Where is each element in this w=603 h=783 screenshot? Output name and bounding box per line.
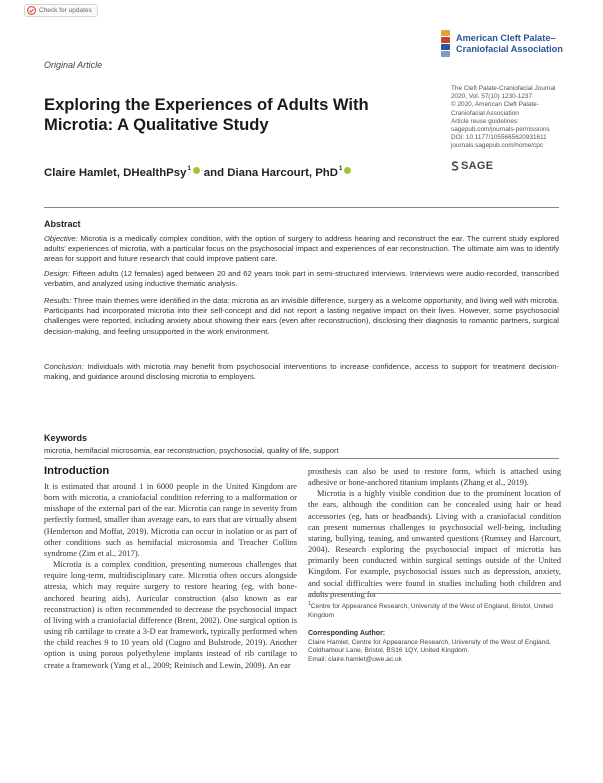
divider bbox=[44, 458, 559, 459]
paragraph: Microtia is a highly visible condition due to the prominent location of the ears, although the condition can be concealed using hair or head accessories (eg, hats or headbands). Living with a craniofacial condition can present numerous challenges to psychosocial well-being, including staring, bullying, teasing, and unwanted questions (Rumsey and Harcourt, 2004). Research exploring the psychosocial impact of microtia has primarily been conducted within surgical settings outside of the United Kingdom. For example, psychosocial issues such as depression, anxiety, and social difficulties were found in studies including both children and adults presenting for bbox=[308, 489, 561, 599]
copyright-line1: © 2020, American Cleft Palate- bbox=[451, 101, 539, 109]
abstract-heading: Abstract bbox=[44, 219, 81, 229]
corresponding-email[interactable]: Email: claire.hamlet@uwe.ac.uk bbox=[308, 656, 402, 663]
check-updates-icon bbox=[27, 6, 36, 15]
divider bbox=[44, 207, 559, 208]
abstract-conclusion: Conclusion: Individuals with microtia may benefit from psychosocial interventions to increase confidence, access to support for treatment decision-making, and guidance around disclosing microtia to employers. bbox=[44, 362, 559, 382]
journal-volume: 2020, Vol. 57(10) 1230-1237 bbox=[451, 93, 533, 101]
orcid-icon[interactable] bbox=[193, 167, 200, 174]
abstract-results: Results: Three main themes were identified in the data: microtia as an invisible difference, surgery as a welcome opportunity, and living well with microtia. Participants had incorporated microtia into their self-concept and did not report a lasting negative impact on their lives. However, some psychosocial challenges were reported, including anxiety about showing their ears (even after reconstruction), disclosing their diagnosis to romantic partners, surgical decision-making, and feeling unsupported in the work environment. bbox=[44, 296, 559, 336]
introduction-heading: Introduction bbox=[44, 465, 110, 477]
body-column-left bbox=[44, 481, 297, 671]
corresponding-author-details: Claire Hamlet, Centre for Appearance Research, University of the West of England, Coldharbour Lane, Bristol, BS16 1QY, United Kingdom. bbox=[308, 639, 551, 655]
journal-name: The Cleft Palate-Craniofacial Journal bbox=[451, 85, 556, 92]
abstract-objective: Objective: Microtia is a medically complex condition, with the option of surgery to address hearing and reconstruct the ear. The current study explored adults' experiences of microtia, with a particular focus on the psychosocial impact and experiences of ear reconstruction. The ultimate aim was to identify areas for support and future research that could improve patient care. bbox=[44, 234, 559, 264]
copyright-line2: Craniofacial Association bbox=[451, 109, 519, 117]
abstract-design: Design: Fifteen adults (12 females) aged between 20 and 62 years took part in semi-structured interviews. Interviews were audio-recorded, transcribed verbatim, and analyzed using inductive thematic analysis. bbox=[44, 269, 559, 289]
paragraph: Microtia is a complex condition, presenting numerous challenges that require long-term, multidisciplinary care. Microtia often occurs alongside atresia, which may require surgery to restore hearing (eg, with bone-anchored hearing aids). Auricular construction (also known as ear reconstruction) is often recommended to decrease the psychosocial impact of living with a craniofacial difference (Brent, 2002). One surgical option is using rib cartilage to create a 3-D ear framework, typically performed when the child reaches 9 to 10 years old (Cugno and Bulstrode, 2019). Another option is using porous polyethylene implants instead of rib cartilage to create a framework (Yang et al., 2009; Reinisch and Lewin, 2009). An ear bbox=[44, 560, 297, 670]
journal-meta bbox=[451, 85, 586, 151]
sage-logo bbox=[451, 160, 493, 172]
association-logo-icon bbox=[441, 30, 450, 58]
reuse-guidelines-label: Article reuse guidelines: bbox=[451, 117, 519, 125]
keywords-list: microtia, hemifacial microsomia, ear reconstruction, psychosocial, quality of life, support bbox=[44, 446, 339, 455]
body-column-right bbox=[308, 466, 561, 600]
author-2: and Diana Harcourt, PhD bbox=[203, 167, 338, 179]
paragraph: prosthesis can also be used to restore form, which is attached using adhesive or bone-anchored titanium implants (Zhang et al., 2019). bbox=[308, 467, 561, 488]
paragraph: It is estimated that around 1 in 6000 people in the United Kingdom are born with microtia, a craniofacial condition referring to a malformation or misshape of the external part of the ear. Microtia can range in severity from perfectly formed, smaller than average ears, to ears that are virtually absent (Henderson and Moffat, 2019). Microtia can occur in isolation or as part of other conditions such as hemifacial microsomia and Treacher Collins syndrome (Zim et al., 2017). bbox=[44, 482, 297, 558]
corresponding-author-label: Corresponding Author: bbox=[308, 630, 386, 637]
footnote-divider bbox=[308, 593, 561, 594]
author-list bbox=[44, 167, 355, 179]
journal-logo bbox=[441, 30, 563, 58]
author-1: Claire Hamlet, DHealthPsy bbox=[44, 167, 187, 179]
orcid-icon[interactable] bbox=[344, 167, 351, 174]
author-2-affiliation: 1 bbox=[338, 166, 343, 172]
check-for-updates-badge[interactable] bbox=[24, 4, 98, 17]
keywords-heading: Keywords bbox=[44, 433, 88, 443]
article-title bbox=[44, 95, 414, 135]
affiliation-footnote: $^1$Centre for Appearance Research, University of the West of England, Bristol, United Kingdom bbox=[308, 601, 553, 619]
sage-mark-icon bbox=[451, 161, 459, 171]
logo-line1: American Cleft Palate– bbox=[456, 33, 556, 43]
doi[interactable]: DOI: 10.1177/1055665620931611 bbox=[451, 134, 547, 142]
author-1-affiliation: 1 bbox=[187, 166, 191, 172]
check-updates-label: Check for updates bbox=[39, 7, 92, 14]
article-type: Original Article bbox=[44, 60, 103, 70]
logo-line2: Craniofacial Association bbox=[456, 44, 563, 54]
journal-url[interactable]: journals.sagepub.com/home/cpc bbox=[451, 142, 544, 150]
title-line2: Microtia: A Qualitative Study bbox=[44, 115, 269, 134]
reuse-guidelines-link[interactable]: sagepub.com/journals-permissions bbox=[451, 126, 550, 134]
sage-wordmark: SAGE bbox=[461, 160, 494, 172]
title-line1: Exploring the Experiences of Adults With bbox=[44, 95, 369, 114]
